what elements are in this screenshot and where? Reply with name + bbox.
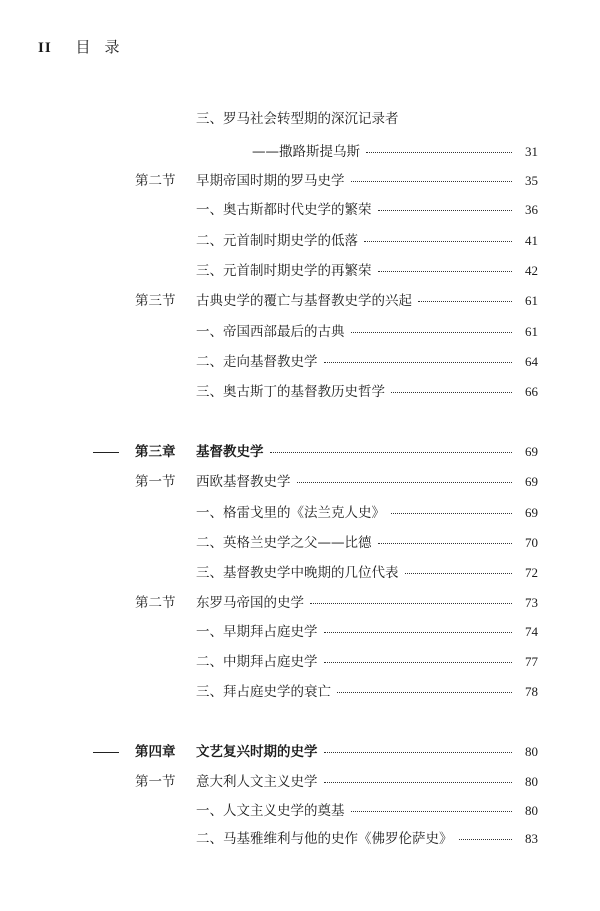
- leader-dots: [351, 332, 513, 333]
- toc-entry: [0, 502, 600, 524]
- toc-entry-page: 77: [525, 654, 538, 669]
- toc-entry: [0, 290, 600, 312]
- toc-entry-page: 83: [525, 831, 538, 846]
- leader-dots: [297, 482, 513, 483]
- leader-dots: [405, 573, 513, 574]
- leader-dots: [324, 662, 513, 663]
- toc-entry: [0, 621, 600, 643]
- toc-entry-title: 二、中期拜占庭史学: [196, 654, 318, 670]
- toc-entry-title: ——撒路斯提乌斯: [252, 144, 360, 160]
- toc-entry-title: 一、奥古斯都时代史学的繁荣: [196, 202, 372, 218]
- toc-entry-title: 意大利人文主义史学: [196, 774, 318, 790]
- toc-entry-title: 二、英格兰史学之父——比德: [196, 535, 372, 551]
- toc-entry: [0, 199, 600, 221]
- leader-dots: [337, 692, 512, 693]
- toc-entry-title: 三、基督教史学中晚期的几位代表: [196, 565, 399, 581]
- toc-entry-title: 三、元首制时期史学的再繁荣: [196, 263, 372, 279]
- toc-entry-title: 一、早期拜占庭史学: [196, 624, 318, 640]
- toc-entry-page: 74: [525, 624, 538, 639]
- toc-entry-title: 一、格雷戈里的《法兰克人史》: [196, 505, 385, 521]
- toc-entry-page: 64: [525, 354, 538, 369]
- leader-dots: [270, 452, 513, 453]
- leader-dots: [459, 839, 513, 840]
- toc-entry-title: 一、帝国西部最后的古典: [196, 324, 345, 340]
- toc-entry: [0, 771, 600, 793]
- chapter-dash: [93, 752, 119, 753]
- toc-entry-title: 二、走向基督教史学: [196, 354, 318, 370]
- toc-entry-page: 61: [525, 293, 538, 308]
- toc-entry-page: 70: [525, 535, 538, 550]
- leader-dots: [418, 301, 512, 302]
- toc-entry: [0, 381, 600, 403]
- toc-entry: [0, 592, 600, 614]
- toc-entry-page: 31: [525, 144, 538, 159]
- toc-entry-page: 42: [525, 263, 538, 278]
- chapter-dash: [93, 452, 119, 453]
- leader-dots: [391, 392, 512, 393]
- section-label: 第一节: [135, 774, 176, 790]
- leader-dots: [391, 513, 512, 514]
- chapter-label: 第三章: [135, 444, 176, 460]
- toc-entry: [0, 532, 600, 554]
- toc-entry-title: 二、马基雅维利与他的史作《佛罗伦萨史》: [196, 831, 453, 847]
- toc-entry: [0, 828, 600, 850]
- section-label: 第二节: [135, 595, 176, 611]
- section-label: 第三节: [135, 293, 176, 309]
- leader-dots: [364, 241, 512, 242]
- header-title: 目录: [75, 38, 134, 56]
- leader-dots: [378, 271, 513, 272]
- toc-entry: [0, 321, 600, 343]
- leader-dots: [310, 603, 512, 604]
- toc-entry: [0, 230, 600, 252]
- toc-entry-page: 69: [525, 505, 538, 520]
- toc-entry-page: 69: [525, 474, 538, 489]
- toc-entry-page: 78: [525, 684, 538, 699]
- toc-entry-page: 72: [525, 565, 538, 580]
- toc-entry-title: 一、人文主义史学的奠基: [196, 803, 345, 819]
- toc-entry: [0, 800, 600, 822]
- page-number: II: [38, 40, 52, 56]
- toc-entry-title: 三、拜占庭史学的衰亡: [196, 684, 331, 700]
- toc-entry-title: 二、元首制时期史学的低落: [196, 233, 358, 249]
- leader-dots: [351, 811, 513, 812]
- toc-entry-page: 80: [525, 803, 538, 818]
- toc-entry-title: 三、奥古斯丁的基督教历史哲学: [196, 384, 385, 400]
- section-label: 第二节: [135, 173, 176, 189]
- toc-entry: [0, 351, 600, 373]
- section-label: 第一节: [135, 474, 176, 490]
- leader-dots: [366, 152, 512, 153]
- leader-dots: [324, 782, 513, 783]
- page-header: [38, 36, 133, 57]
- toc-entry: [0, 681, 600, 703]
- toc-entry-page: 61: [525, 324, 538, 339]
- toc-chapter: [0, 741, 600, 763]
- toc-entry-page: 80: [525, 744, 538, 759]
- toc-entry: [0, 141, 600, 163]
- toc-entry: [0, 562, 600, 584]
- toc-entry-page: 73: [525, 595, 538, 610]
- toc-entry-page: 35: [525, 173, 538, 188]
- toc-entry-page: 80: [525, 774, 538, 789]
- toc-entry-title: 基督教史学: [196, 444, 264, 460]
- toc-entry: [0, 651, 600, 673]
- leader-dots: [351, 181, 513, 182]
- leader-dots: [378, 543, 513, 544]
- toc-entry: [0, 170, 600, 192]
- toc-entry-page: 41: [525, 233, 538, 248]
- toc-entry-title: 古典史学的覆亡与基督教史学的兴起: [196, 293, 412, 309]
- toc-entry: [0, 108, 600, 130]
- toc-chapter: [0, 441, 600, 463]
- toc-entry-page: 66: [525, 384, 538, 399]
- leader-dots: [324, 752, 513, 753]
- leader-dots: [378, 210, 513, 211]
- leader-dots: [324, 362, 513, 363]
- toc-entry-title: 东罗马帝国的史学: [196, 595, 304, 611]
- toc-entry: [0, 260, 600, 282]
- chapter-label: 第四章: [135, 744, 176, 760]
- toc-entry-page: 69: [525, 444, 538, 459]
- toc-entry-title: 西欧基督教史学: [196, 474, 291, 490]
- toc-entry-title: 文艺复兴时期的史学: [196, 744, 318, 760]
- leader-dots: [324, 632, 513, 633]
- toc-entry-page: 36: [525, 202, 538, 217]
- toc-entry: [0, 471, 600, 493]
- toc-entry-title: 早期帝国时期的罗马史学: [196, 173, 345, 189]
- toc-entry-title: 三、罗马社会转型期的深沉记录者: [196, 111, 399, 127]
